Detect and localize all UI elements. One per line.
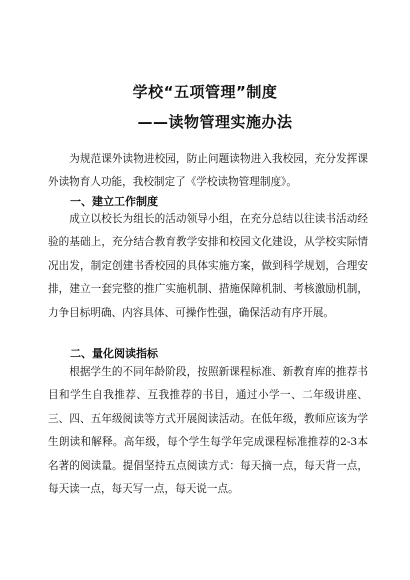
- title-block: [0, 82, 410, 132]
- intro-paragraph: 为规范课外读物进校园，防止问题读物进入我校园，充分发挥课外读物育人功能，我校制定了《学校读物管理制度》。: [48, 153, 368, 189]
- section-heading-2: 二、量化阅读指标: [70, 347, 158, 360]
- document-subtitle: ——读物管理实施办法: [137, 113, 293, 131]
- section-body-2: 根据学生的不同年龄阶段，按照新课程标准、新教育库的推荐书目和学生自我推荐、互我推荐的书目，通过小学一、二年级讲座、三、四、五年级阅读等方式开展阅读活动。在低年级，教师应该为学生朗读和解释。高年级，每个学生每学年完成课程标准推荐的2-3本名著的阅读量。提倡坚持五点阅读方式：每天摘一点，每天背一点，每天读一点，每天写一点，每天说一点。: [48, 366, 368, 496]
- document-title: 学校“五项管理”制度: [132, 83, 278, 101]
- section-heading-1: 一、建立工作制度: [70, 195, 158, 208]
- section-body-1: 成立以校长为组长的活动领导小组，在充分总结以往读书活动经验的基础上，充分结合教育教学安排和校园文化建设，从学校实际情况出发，制定创建书香校园的具体实施方案，做到科学规划，合理安排，建立一套完整的推广实施机制、措施保障机制、考核激励机制，力争目标明确、内容具体、可操作性强，确保活动有序开展。: [48, 213, 368, 319]
